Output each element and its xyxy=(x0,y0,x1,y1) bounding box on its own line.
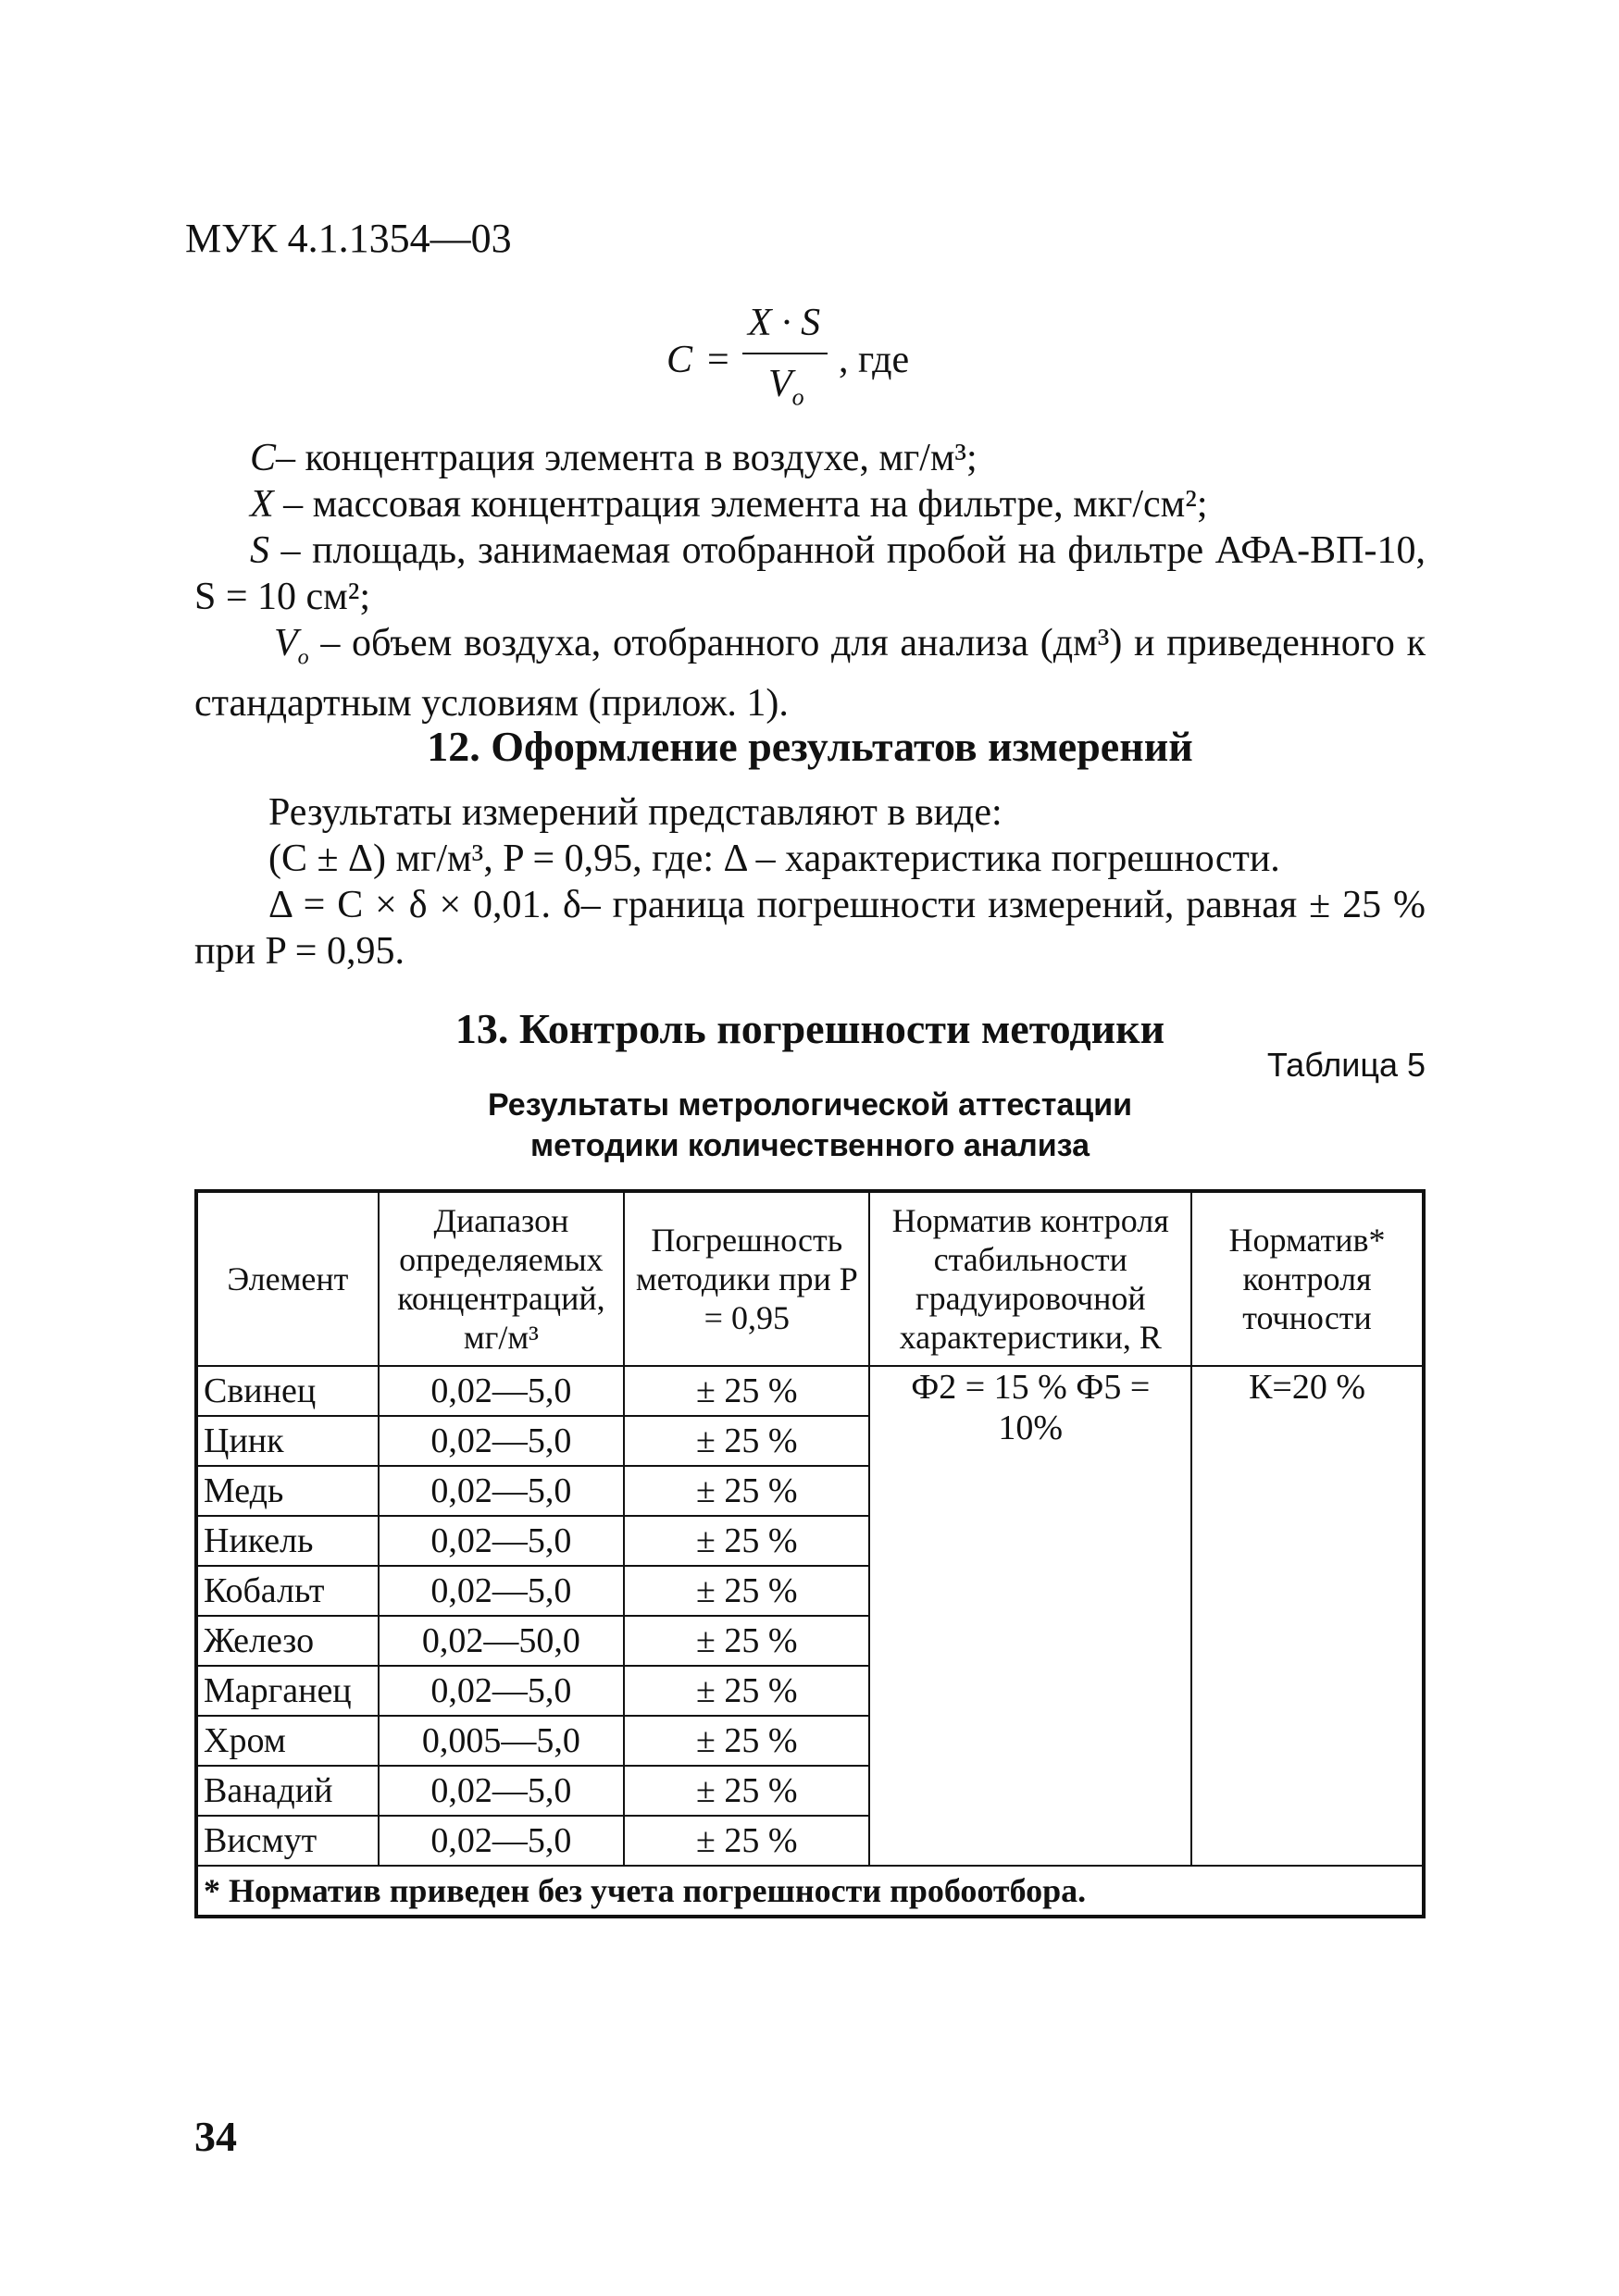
formula-equals: = xyxy=(707,339,729,381)
section-12-line-3: Δ = C × δ × 0,01. δ– граница погрешности измерений, равная ± 25 % при P = 0,95. xyxy=(194,884,1426,973)
cell-error: ± 25 % xyxy=(624,1466,869,1516)
cell-stability-norm: Ф2 = 15 % Ф5 = 10% xyxy=(869,1366,1191,1866)
cell-error: ± 25 % xyxy=(624,1566,869,1616)
cell-range: 0,005—5,0 xyxy=(379,1716,625,1766)
cell-element: Свинец xyxy=(196,1366,379,1416)
cell-element: Висмут xyxy=(196,1816,379,1866)
cell-error: ± 25 % xyxy=(624,1366,869,1416)
formula-lhs: C xyxy=(666,339,693,381)
cell-element: Марганец xyxy=(196,1666,379,1716)
cell-element: Медь xyxy=(196,1466,379,1516)
cell-error: ± 25 % xyxy=(624,1616,869,1666)
cell-error: ± 25 % xyxy=(624,1416,869,1466)
table-caption-line-2: методики количественного анализа xyxy=(529,1128,1090,1163)
header-error: Погрешность методики при P = 0,95 xyxy=(624,1191,869,1366)
cell-element: Хром xyxy=(196,1716,379,1766)
cell-error: ± 25 % xyxy=(624,1766,869,1816)
concentration-formula xyxy=(666,301,963,421)
definition-x: X – массовая концентрация элемента на фильтре, мкг/см²; xyxy=(250,483,1208,526)
cell-accuracy-norm: К=20 % xyxy=(1191,1366,1424,1866)
document-header: МУК 4.1.1354—03 xyxy=(185,216,512,261)
table-footnote: * Норматив приведен без учета погрешности пробоотбора. xyxy=(196,1866,1424,1917)
cell-error: ± 25 % xyxy=(624,1666,869,1716)
table-caption-line-1: Результаты метрологической аттестации xyxy=(487,1087,1133,1123)
cell-range: 0,02—5,0 xyxy=(379,1516,625,1566)
cell-error: ± 25 % xyxy=(624,1816,869,1866)
cell-range: 0,02—5,0 xyxy=(379,1666,625,1716)
cell-range: 0,02—5,0 xyxy=(379,1766,625,1816)
cell-element: Цинк xyxy=(196,1416,379,1466)
formula-numerator: X · S xyxy=(748,302,821,344)
formula-suffix: , где xyxy=(839,339,910,381)
page-number: 34 xyxy=(194,2113,237,2160)
header-accuracy-norm: Норматив* контроля точности xyxy=(1191,1191,1424,1366)
cell-range: 0,02—5,0 xyxy=(379,1366,625,1416)
cell-element: Кобальт xyxy=(196,1566,379,1616)
table-footnote-row xyxy=(196,1866,1424,1917)
table-header-row xyxy=(196,1191,1424,1366)
table-number: Таблица 5 xyxy=(1266,1046,1426,1084)
cell-range: 0,02—50,0 xyxy=(379,1616,625,1666)
header-stability-norm: Норматив контроля стабильности градуировочной характеристики, R xyxy=(869,1191,1191,1366)
cell-range: 0,02—5,0 xyxy=(379,1566,625,1616)
definition-vo: $V_o$ – объем воздуха, отобранного для анализа (дм³) и приведенного к стандартным условиям (прилож. 1). xyxy=(194,622,1426,726)
cell-error: ± 25 % xyxy=(624,1716,869,1766)
section-12-title: 12. Оформление результатов измерений xyxy=(427,723,1193,770)
header-range: Диапазон определяемых концентраций, мг/м³ xyxy=(379,1191,625,1366)
table-row xyxy=(196,1366,1424,1416)
section-13-title: 13. Контроль погрешности методики xyxy=(455,1005,1165,1052)
cell-element: Ванадий xyxy=(196,1766,379,1816)
definition-c: C– концентрация элемента в воздухе, мг/м³; xyxy=(250,437,978,479)
header-element: Элемент xyxy=(196,1191,379,1366)
cell-element: Никель xyxy=(196,1516,379,1566)
fraction-bar xyxy=(742,353,828,354)
cell-range: 0,02—5,0 xyxy=(379,1416,625,1466)
formula-denominator: $V_o$ xyxy=(768,363,804,411)
section-12-line-1: Результаты измерений представляют в виде: xyxy=(268,791,1003,834)
cell-error: ± 25 % xyxy=(624,1516,869,1566)
results-table xyxy=(194,1189,1426,1918)
cell-range: 0,02—5,0 xyxy=(379,1816,625,1866)
definition-s: S – площадь, занимаемая отобранной пробой на фильтре АФА-ВП-10, S = 10 см²; xyxy=(194,529,1426,618)
section-12-line-2: (C ± Δ) мг/м³, P = 0,95, где: Δ – характеристика погрешности. xyxy=(268,838,1280,880)
cell-element: Железо xyxy=(196,1616,379,1666)
cell-range: 0,02—5,0 xyxy=(379,1466,625,1516)
